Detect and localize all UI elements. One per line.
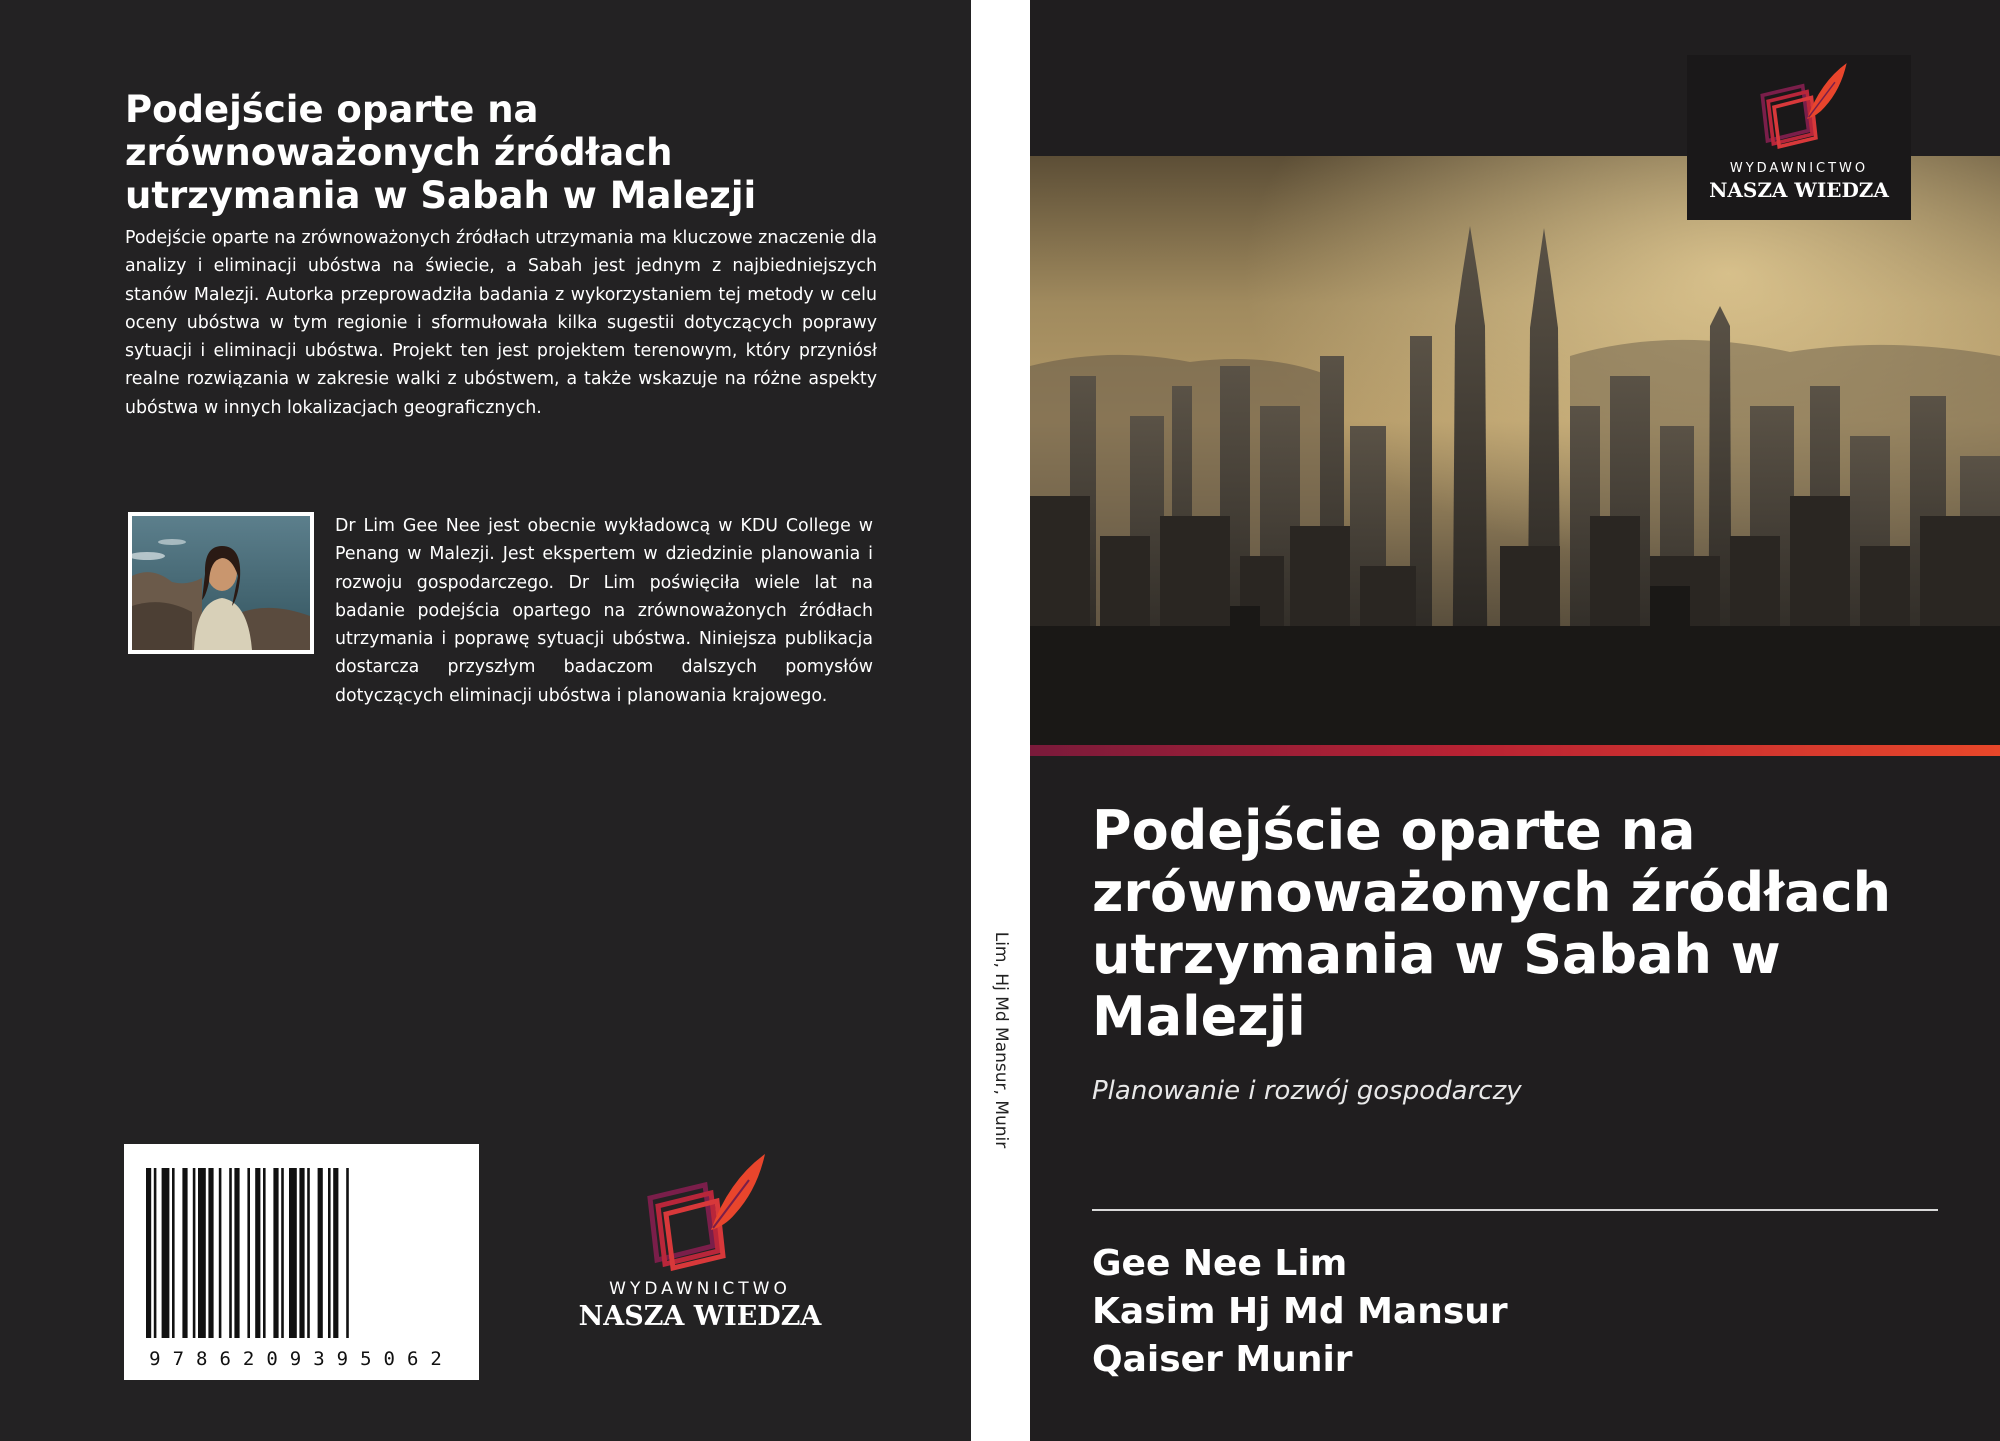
front-cover-title: Podejście oparte na zrównoważonych źródłach utrzymania w Sabah w Malezji <box>1092 799 1892 1048</box>
author-bio: Dr Lim Gee Nee jest obecnie wykładowcą w KDU College w Penang w Malezji. Jest ekspertem w dziedzinie planowania i rozwoju gospodarczego. Dr Lim poświęciła wiele lat na badanie podejścia opartego na zrównoważonych źródłach utrzymania i poprawę sytuacji ubóstwa. Niniejsza publikacja dostarcza przyszłym badaczom dalszych pomysłów dotyczących eliminacji ubóstwa i planowania krajowego. <box>335 516 873 706</box>
back-cover-description: Podejście oparte na zrównoważonych źródłach utrzymania ma kluczowe znaczenie dla analizy i eliminacji ubóstwa na świecie, a Sabah jest jednym z najbiedniejszych stanów Malezji. Autorka przeprowadziła badania z wykorzystaniem tej metody w celu oceny ubóstwa w tym regionie i sformułowała kilka sugestii dotyczących poprawy sytuacji i eliminacji ubóstwa. Projekt ten jest projektem terenowym, który przyniósł realne rozwiązania w zakresie walki z ubóstwem, a także wskazuje na różne aspekty ubóstwa w innych lokalizacjach geograficznych. <box>125 228 877 418</box>
front-cover-subtitle: Planowanie i rozwój gospodarczy <box>1092 1076 1522 1106</box>
author-name: Qaiser Munir <box>1092 1339 1353 1380</box>
publisher-name: NASZA WIEDZA <box>578 1301 822 1332</box>
back-cover-title: Podejście oparte na zrównoważonych źródłach utrzymania w Sabah w Malezji <box>125 88 757 217</box>
accent-bar <box>1030 745 2000 756</box>
book-quill-icon <box>625 1150 775 1275</box>
author-photo <box>128 512 314 654</box>
publisher-name: NASZA WIEDZA <box>1709 178 1889 202</box>
publisher-small-label: WYDAWNICTWO <box>1729 161 1869 176</box>
divider <box>1092 1209 1938 1211</box>
book-quill-icon <box>1744 55 1854 157</box>
cover-photo-skyline <box>1030 156 2000 745</box>
back-cover <box>0 0 971 1441</box>
isbn-digits: 9786209395062 <box>149 1348 454 1370</box>
publisher-small-label: WYDAWNICTWO <box>609 1279 791 1299</box>
publisher-logo-front <box>1687 55 1911 220</box>
isbn-barcode <box>124 1144 479 1380</box>
spine-authors: Lim, Hj Md Mansur, Munir <box>991 931 1011 1149</box>
publisher-logo-back <box>560 1150 840 1332</box>
author-list <box>1092 1240 1508 1384</box>
spine <box>971 0 1030 1441</box>
author-name: Kasim Hj Md Mansur <box>1092 1291 1508 1332</box>
author-name: Gee Nee Lim <box>1092 1243 1348 1284</box>
